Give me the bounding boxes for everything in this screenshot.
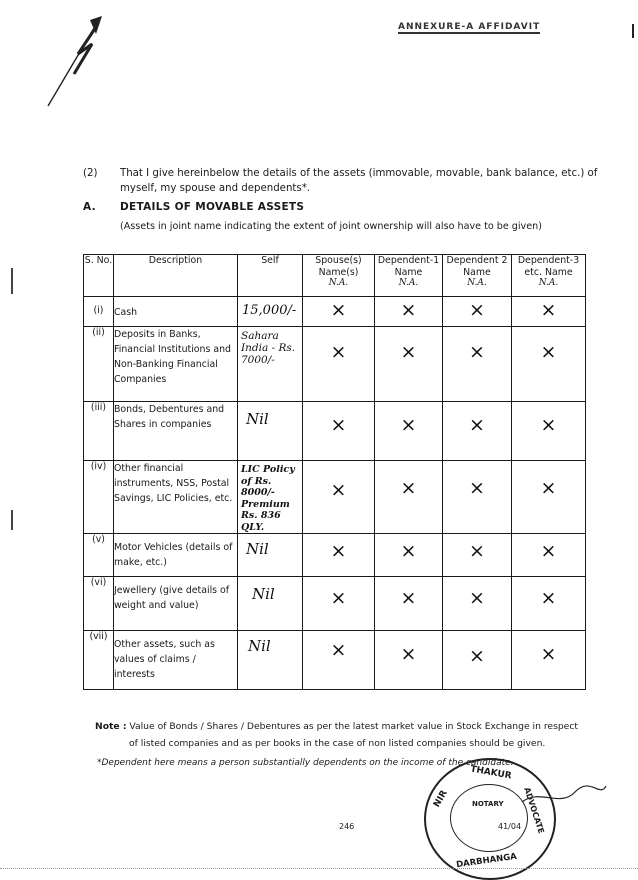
cross-mark: × <box>469 299 485 321</box>
handwritten-value: Sahara India - Rs. 7000/- <box>241 330 296 366</box>
note-line1: Value of Bonds / Shares / Debentures as per the latest market value in Stock Exchange in respect <box>129 721 578 732</box>
margin-mark <box>11 268 13 294</box>
cross-mark: × <box>540 477 557 499</box>
row-sno: (ii) <box>84 327 114 402</box>
cell-dependent-2 <box>443 631 512 690</box>
table-row <box>84 297 586 327</box>
handwritten-value: 15,000/- <box>242 303 297 318</box>
row-self-value <box>238 534 303 577</box>
cross-mark: × <box>400 299 417 321</box>
cross-mark: × <box>469 587 485 609</box>
top-header-text: ANNEXURE-A AFFIDAVIT <box>398 22 541 32</box>
cell-dependent-2 <box>443 327 512 402</box>
row-self-value <box>238 461 303 534</box>
row-description: Other financial instruments, NSS, Postal Savings, LIC Policies, etc. <box>114 461 238 534</box>
margin-mark <box>11 510 13 530</box>
pen-scribble-mark <box>40 14 110 114</box>
cell-dependent-2 <box>443 577 512 631</box>
cell-spouse <box>303 534 375 577</box>
stamp-bottom-text: DARBHANGA <box>455 851 518 871</box>
stamp-left-text: NIR <box>432 788 450 810</box>
row-description: Bonds, Debentures and Shares in companies <box>114 402 238 461</box>
cell-spouse <box>303 402 375 461</box>
row-sno: (iii) <box>84 402 114 461</box>
right-edge-mark <box>632 24 634 38</box>
cell-dependent-2 <box>443 402 512 461</box>
cell-spouse <box>303 461 375 534</box>
cell-dependent-3 <box>512 461 586 534</box>
table-row <box>84 327 586 402</box>
cross-mark: × <box>330 587 347 609</box>
cross-mark: × <box>400 587 417 609</box>
header-na-mark: N.A. <box>467 278 487 288</box>
table-row <box>84 577 586 631</box>
cross-mark: × <box>469 341 485 363</box>
cross-mark: × <box>330 639 347 661</box>
cell-dependent-3 <box>512 327 586 402</box>
stamp-right-text: ADVOCATE <box>522 786 546 835</box>
header-spouse: Spouse(s) Name(s) N.A. <box>303 255 375 297</box>
cross-mark: × <box>540 414 557 436</box>
cross-mark: × <box>469 540 485 562</box>
cell-dependent-1 <box>375 577 443 631</box>
row-description: Jewellery (give details of weight and value) <box>114 577 238 631</box>
section-title: DETAILS OF MOVABLE ASSETS <box>120 201 305 213</box>
header-sno: S. No. <box>84 255 114 297</box>
row-self-value <box>238 327 303 402</box>
section-subtitle: (Assets in joint name indicating the extent of joint ownership will also have to be given) <box>120 221 542 232</box>
clause-text-line1: That I give hereinbelow the details of the assets (immovable, movable, bank balance, etc.) of <box>120 168 598 179</box>
cross-mark: × <box>400 540 417 562</box>
notary-stamp-inner-ring <box>450 784 528 852</box>
table-row <box>84 402 586 461</box>
stamp-middle-text: NOTARY <box>472 800 504 808</box>
handwritten-value: Nil <box>246 410 269 428</box>
clause-text <box>120 166 600 196</box>
cross-mark: × <box>540 540 557 562</box>
row-description: Deposits in Banks, Financial Institutions and Non-Banking Financial Companies <box>114 327 238 402</box>
table-header-row <box>84 255 586 297</box>
handwritten-value: Nil <box>248 637 271 655</box>
table-row <box>84 631 586 690</box>
cell-dependent-1 <box>375 631 443 690</box>
cell-spouse <box>303 577 375 631</box>
cross-mark: × <box>540 643 557 665</box>
header-na-mark: N.A. <box>328 278 349 288</box>
handwritten-value: Nil <box>246 540 269 558</box>
cell-dependent-1 <box>375 534 443 577</box>
bottom-scan-edge <box>0 868 638 869</box>
header-dependent-3: Dependent-3 etc. Name N.A. <box>512 255 586 297</box>
row-sno: (i) <box>84 297 114 327</box>
cross-mark: × <box>469 645 485 667</box>
table-row <box>84 534 586 577</box>
row-self-value <box>238 297 303 327</box>
section-letter: A. <box>83 201 96 213</box>
signature-scribble <box>520 778 610 818</box>
cell-dependent-1 <box>375 402 443 461</box>
row-description: Other assets, such as values of claims / interests <box>114 631 238 690</box>
cross-mark: × <box>400 414 417 436</box>
handwritten-value: Nil <box>252 585 275 603</box>
handwritten-value: LIC Policy of Rs. 8000/- Premium Rs. 836 QLY. <box>241 464 295 533</box>
row-description: Motor Vehicles (details of make, etc.) <box>114 534 238 577</box>
cell-spouse <box>303 631 375 690</box>
header-na-mark: N.A. <box>398 278 419 288</box>
cell-dependent-3 <box>512 534 586 577</box>
cross-mark: × <box>400 643 417 665</box>
clause-text-line2: myself, my spouse and dependents*. <box>120 183 311 194</box>
clause-number: (2) <box>83 168 98 179</box>
row-sno: (vii) <box>84 631 114 690</box>
header-dependent-1: Dependent-1 Name N.A. <box>375 255 443 297</box>
row-sno: (iv) <box>84 461 114 534</box>
cross-mark: × <box>469 477 485 499</box>
cell-spouse <box>303 297 375 327</box>
note-block <box>95 718 595 752</box>
cell-dependent-3 <box>512 631 586 690</box>
header-dependent-2: Dependent 2 Name N.A. <box>443 255 512 297</box>
row-self-value <box>238 402 303 461</box>
cell-spouse <box>303 327 375 402</box>
row-sno: (v) <box>84 534 114 577</box>
cell-dependent-1 <box>375 461 443 534</box>
header-self: Self <box>238 255 303 297</box>
page-number: 246 <box>339 822 355 831</box>
note-line2: of listed companies and as per books in the case of non listed companies should be given. <box>129 738 546 749</box>
stamp-reg-number: 41/04 <box>498 822 522 831</box>
cell-dependent-2 <box>443 297 512 327</box>
cross-mark: × <box>400 477 417 499</box>
cell-dependent-3 <box>512 577 586 631</box>
row-sno: (vi) <box>84 577 114 631</box>
table-row <box>84 461 586 534</box>
stamp-top-text: THAKUR <box>469 764 513 782</box>
row-self-value <box>238 631 303 690</box>
cell-dependent-2 <box>443 534 512 577</box>
footnote: *Dependent here means a person substantially dependents on the income of the candidate. <box>97 758 514 768</box>
header-na-mark: N.A. <box>538 278 559 288</box>
row-self-value <box>238 577 303 631</box>
note-label: Note : <box>95 721 127 732</box>
cell-dependent-2 <box>443 461 512 534</box>
cross-mark: × <box>330 299 347 321</box>
cross-mark: × <box>330 540 347 562</box>
cross-mark: × <box>540 299 557 321</box>
cross-mark: × <box>540 341 557 363</box>
cross-mark: × <box>540 587 557 609</box>
cross-mark: × <box>330 414 347 436</box>
cross-mark: × <box>330 479 347 501</box>
notary-stamp <box>424 758 556 880</box>
row-description: Cash <box>114 297 238 327</box>
cross-mark: × <box>330 341 347 363</box>
header-description: Description <box>114 255 238 297</box>
cross-mark: × <box>400 341 417 363</box>
cross-mark: × <box>469 414 485 436</box>
top-header <box>398 22 540 34</box>
cell-dependent-1 <box>375 297 443 327</box>
movable-assets-table <box>83 254 586 690</box>
cell-dependent-1 <box>375 327 443 402</box>
cell-dependent-3 <box>512 297 586 327</box>
cell-dependent-3 <box>512 402 586 461</box>
